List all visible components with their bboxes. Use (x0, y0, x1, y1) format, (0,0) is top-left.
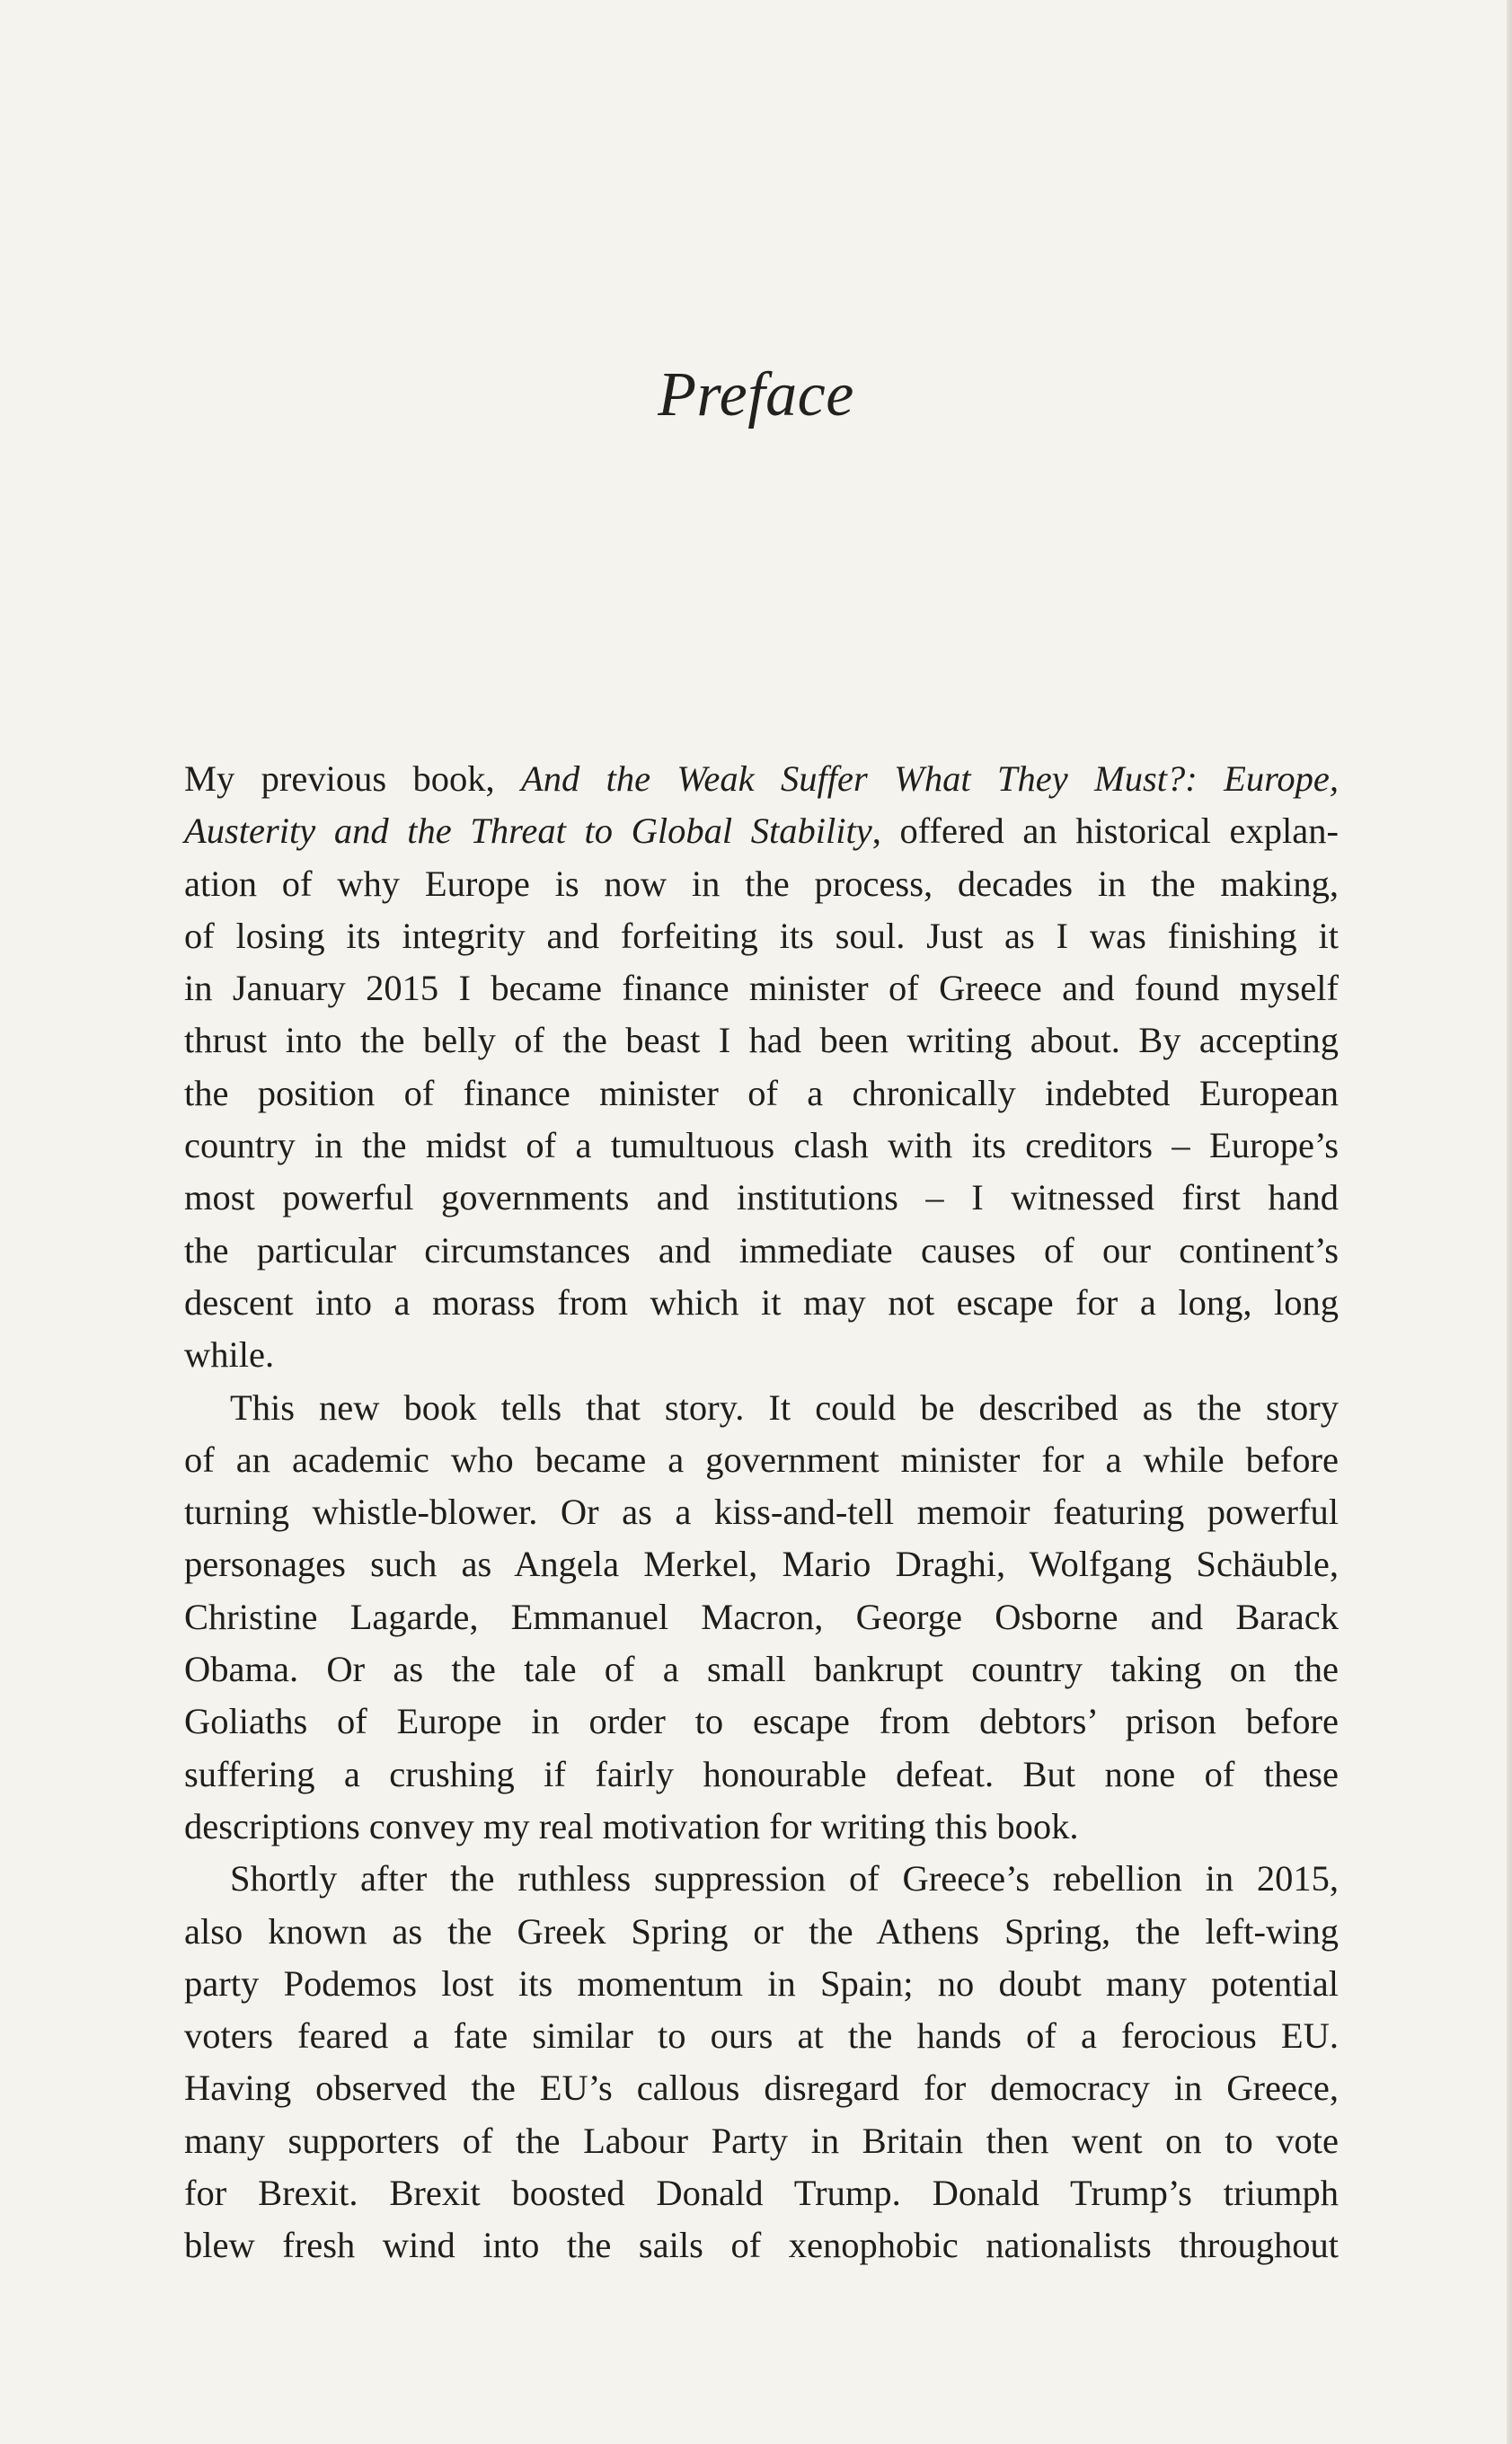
text-run: blew fresh wind into the sails of xenophobic nationalists throughout (184, 2225, 1339, 2266)
text-run: the particular circumstances and immediate causes of our continent’s (184, 1229, 1339, 1271)
text-line (184, 753, 1339, 805)
text-line (184, 2167, 1339, 2219)
text-line (184, 1277, 1339, 1329)
text-line (184, 1067, 1339, 1120)
text-line (184, 910, 1339, 962)
book-title-text: And the Weak Suffer What They Must?: Europe, (520, 758, 1339, 799)
text-run: This new book tells that story. It could be described as the story (230, 1386, 1339, 1428)
text-run: voters feared a fate similar to ours at the hands of a ferocious EU. (184, 2015, 1339, 2057)
text-run: also known as the Greek Spring or the Athens Spring, the left-wing (184, 1910, 1339, 1952)
text-run: Christine Lagarde, Emmanuel Macron, George Osborne and Barack (184, 1596, 1339, 1637)
text-run: party Podemos lost its momentum in Spain; no doubt many potential (184, 1962, 1339, 2004)
text-line (184, 1853, 1339, 1905)
text-run: the position of finance minister of a chronically indebted European (184, 1072, 1339, 1113)
text-line (184, 1749, 1339, 1801)
text-run: Having observed the EU’s callous disregard for democracy in Greece, (184, 2068, 1339, 2109)
text-line (184, 2010, 1339, 2062)
text-line (184, 1591, 1339, 1643)
paragraph (184, 1853, 1339, 2271)
text-line (184, 1801, 1339, 1853)
text-run: ation of why Europe is now in the process, decades in the making, (184, 863, 1339, 904)
text-run: Goliaths of Europe in order to escape from debtors’ prison before (184, 1701, 1339, 1742)
text-line (184, 1643, 1339, 1696)
paragraph (184, 753, 1339, 1382)
text-line (184, 1538, 1339, 1590)
text-line (184, 1958, 1339, 2010)
text-line (184, 1329, 1339, 1381)
text-line (184, 1014, 1339, 1067)
text-run: most powerful governments and institutions – I witnessed first hand (184, 1177, 1339, 1218)
text-line (184, 1172, 1339, 1224)
text-run: descriptions convey my real motivation for writing this book. (184, 1805, 1079, 1846)
text-run: in January 2015 I became finance minister of Greece and found myself (184, 968, 1339, 1009)
text-line (184, 1906, 1339, 1958)
text-run: country in the midst of a tumultuous clash with its creditors – Europe’s (184, 1125, 1339, 1166)
text-run: descent into a morass from which it may not escape for a long, long (184, 1281, 1339, 1323)
chapter-title: Preface (658, 360, 854, 429)
text-line (184, 805, 1339, 857)
paragraph (184, 1382, 1339, 1854)
text-run: of losing its integrity and forfeiting its soul. Just as I was finishing it (184, 915, 1339, 956)
text-line (184, 858, 1339, 910)
text-line (184, 1486, 1339, 1538)
text-run: My previous book, (184, 758, 521, 799)
text-run: many supporters of the Labour Party in Britain then went on to vote (184, 2120, 1339, 2161)
text-line (184, 2115, 1339, 2167)
text-run: suffering a crushing if fairly honourable defeat. But none of these (184, 1753, 1339, 1794)
text-run: thrust into the belly of the beast I had been writing about. By accepting (184, 1020, 1339, 1061)
text-line (184, 1382, 1339, 1434)
text-line (184, 2219, 1339, 2271)
text-run: of an academic who became a government minister for a while before (184, 1439, 1339, 1480)
text-line (184, 1434, 1339, 1486)
book-title-text: Austerity and the Threat to Global Stability (184, 810, 872, 852)
text-line (184, 962, 1339, 1014)
text-run: Obama. Or as the tale of a small bankrupt country taking on the (184, 1649, 1339, 1690)
text-run: while. (184, 1334, 275, 1376)
text-line (184, 1225, 1339, 1277)
preface-body (184, 753, 1339, 2272)
text-run: Shortly after the ruthless suppression of Greece’s rebellion in 2015, (230, 1858, 1339, 1899)
text-run: , offered an historical explan- (871, 810, 1339, 852)
text-run: for Brexit. Brexit boosted Donald Trump. Donald Trump’s triumph (184, 2173, 1339, 2214)
text-line (184, 2062, 1339, 2114)
text-line (184, 1696, 1339, 1748)
text-run: turning whistle-blower. Or as a kiss-and-tell memoir featuring powerful (184, 1492, 1339, 1533)
text-run: personages such as Angela Merkel, Mario Draghi, Wolfgang Schäuble, (184, 1544, 1339, 1585)
text-line (184, 1120, 1339, 1172)
